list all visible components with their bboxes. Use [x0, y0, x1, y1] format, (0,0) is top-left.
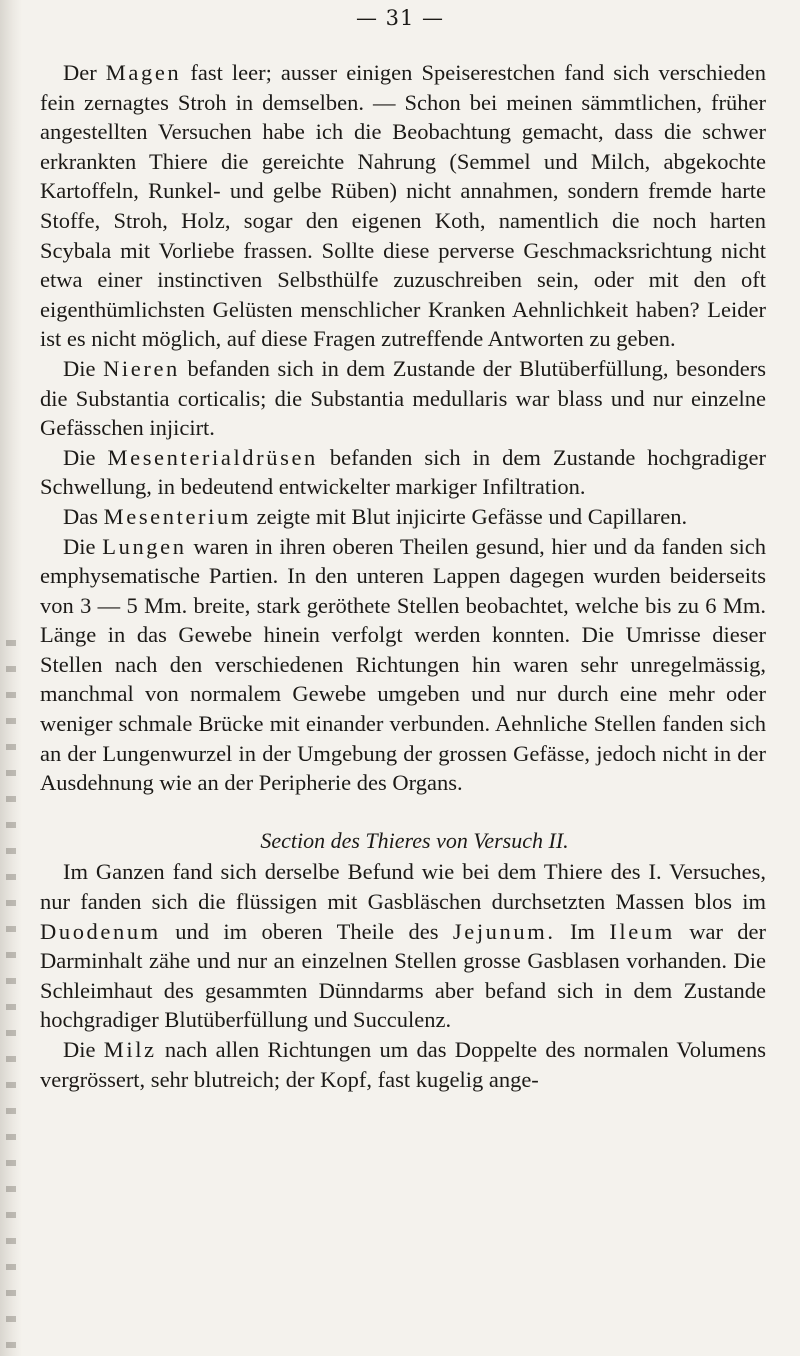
spaced-term-mesenterialdruesen: Mesenterialdrüsen [107, 444, 318, 470]
paragraph-magen [40, 58, 766, 354]
paragraph-lead: Die [63, 533, 96, 559]
binding-edge-marks [6, 640, 16, 1356]
paragraph-nieren [40, 354, 766, 443]
spaced-term-nieren: Nieren [103, 355, 180, 381]
section-heading: Section des Thieres von Versuch II. [260, 827, 569, 853]
paragraph-text: Im Ganzen fand sich derselbe Befund wie bei dem Thiere des I. Versuches, nur fanden sich die flüssigen mit Gasbläschen durchsetzten Massen blos im [40, 859, 766, 915]
spaced-term-magen: Magen [105, 60, 182, 85]
paragraph-lead: Das [63, 503, 98, 529]
paragraph-lead: Die [63, 444, 96, 470]
spaced-term-ileum: Ileum [609, 918, 675, 944]
page-number: — 31 — [355, 6, 445, 30]
spaced-term-duodenum: Duodenum [40, 918, 161, 944]
spaced-term-jejunum: Jejunum. [452, 918, 556, 944]
paragraph-versuch-ii [40, 857, 766, 1035]
paragraph-text: nach allen Richtungen um das Doppelte des normalen Volumens vergrössert, sehr blutreich; der Kopf, fast kugelig ange- [40, 1037, 766, 1092]
paragraph-milz [40, 1035, 766, 1094]
paragraph-text: zeigte mit Blut injicirte Gefässe und Capillaren. [256, 503, 688, 529]
paragraph-text: war der Darminhalt zähe und nur an einzelnen Stellen grosse Gasblasen vorhanden. Die Schleimhaut des gesammten Dünndarms aber befand sich in dem Zustande hochgradiger Blutüberfüllung und Succulenz. [40, 918, 767, 1033]
paragraph-text: fast leer; ausser einigen Speiserestchen fand sich verschieden fein zernagtes Stroh in demselben. — Schon bei meinen sämmtlichen, früher angestellten Versuchen habe ich die Beobachtung gemacht, dass die schwer erkrankten Thiere die gereichte Nahrung (Semmel und Milch, abgekochte Kartoffeln, Runkel- und gelbe Rüben) nicht annahmen, sondern fremde harte Stoffe, Stroh, Holz, sogar den eigenen Koth, namentlich die noch harten Scybala mit Vorliebe frassen. Sollte diese perverse Geschmacksrichtung nicht etwa einer instinctiven Selbsthülfe zuzuschreiben sein, oder mit den oft eigenthümlichsten Gelüsten menschlicher Kranken Aehnlichkeit haben? Leider ist es nicht möglich, auf diese Fragen zutreffende Antworten zu geben. [40, 60, 767, 352]
spaced-term-lungen: Lungen [102, 533, 187, 559]
body-text [40, 58, 766, 1094]
paragraph-mesenterium [40, 502, 766, 532]
spaced-term-milz: Milz [103, 1037, 157, 1062]
paragraph-text: Im [569, 918, 595, 944]
paragraph-lungen [40, 532, 766, 798]
paragraph-lead: Der [63, 60, 97, 85]
paragraph-text: und im oberen Theile des [175, 918, 439, 944]
paragraph-text: befanden sich in dem Zustande der Blutüberfüllung, besonders die Substantia corticalis; die Substantia medullaris war blass und nur einzelne Gefässchen injicirt. [40, 355, 766, 441]
paragraph-lead: Die [63, 1037, 96, 1062]
paragraph-lead: Die [63, 355, 96, 381]
paragraph-mesenterialdruesen [40, 443, 766, 502]
spaced-term-mesenterium: Mesenterium [103, 503, 251, 529]
paragraph-text: befanden sich in dem Zustande hochgradiger Schwellung, in bedeutend entwickelter markiger Infiltration. [40, 444, 766, 500]
paragraph-text: waren in ihren oberen Theilen gesund, hier und da fanden sich emphysematische Partien. In den unteren Lappen dagegen wurden beiderseits von 3 — 5 Mm. breite, stark geröthete Stellen beobachtet, welche bis zu 6 Mm. Länge in das Gewebe hinein verfolgt werden konnten. Die Umrisse dieser Stellen nach den verschiedenen Richtungen hin waren sehr unregelmässig, manchmal von normalem Gewebe umgeben und nur durch eine mehr oder weniger schmale Brücke mit einander verbunden. Aehnliche Stellen fanden sich an der Lungenwurzel in der Umgebung der grossen Gefässe, jedoch nicht in der Ausdehnung wie an der Peripherie des Organs. [40, 533, 766, 796]
